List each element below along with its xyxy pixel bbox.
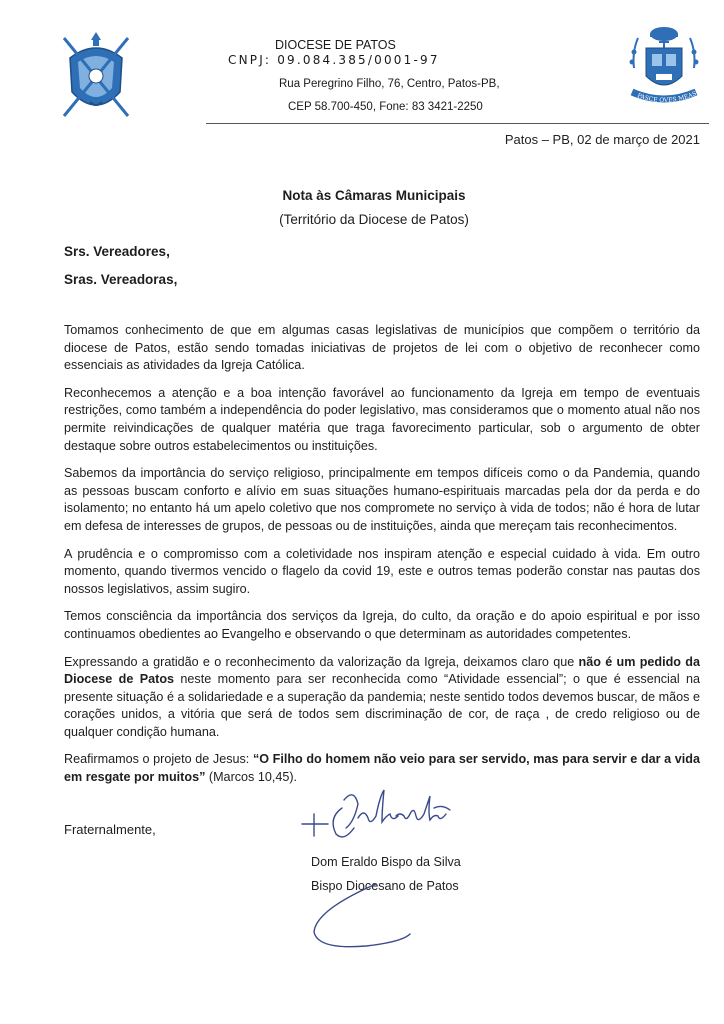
cep-phone-line: CEP 58.700-450, Fone: 83 3421-2250: [288, 101, 483, 113]
letter-date: Patos – PB, 02 de março de 2021: [504, 132, 700, 147]
diocese-crest-logo: [60, 28, 132, 120]
paragraph-2: Reconhecemos a atenção e a boa intenção favorável ao funcionamento da Igreja em tempo de eventuais restrições, como também a independência do poder legislativo, mas consideramos que o momento atual não nos permite reivindicações de qualquer matéria que traga favorecimento particular, sob o argumento de obter destaque sobre outros estabelecimentos ou instituições.: [64, 385, 700, 453]
paragraph-5: Temos consciência da importância dos serviços da Igreja, do culto, da oração e do apoio espiritual e por isso continuamos obedientes ao Evangelho e observando o que determinam as autoridades competentes.: [64, 609, 700, 641]
paragraph-6-text-a: Expressando a gratidão e o reconhecimento da valorização da Igreja, deixamos claro que: [64, 654, 579, 669]
letter-subtitle: (Território da Diocese de Patos): [279, 212, 469, 227]
address-line: Rua Peregrino Filho, 76, Centro, Patos-PB,: [279, 78, 500, 90]
signature-flourish: [306, 880, 416, 952]
paragraph-6-emphasis: não é um pedido da Diocese de Patos: [64, 654, 700, 687]
letter-title: Nota às Câmaras Municipais: [282, 188, 466, 203]
paragraph-6-text-b: neste momento para ser reconhecida como “Atividade essencial”; o que é essencial na presente situação é a solidariedade e a superação da pandemia; neste sentido todos devemos buscar, de mãos e corações unidos, a vitória que será de todos sem discriminação de cor, de raça , de credo religioso ou de qualquer condição humana.: [64, 672, 700, 739]
salutation-vereadores: Srs. Vereadores,: [64, 244, 170, 259]
closing-salutation: Fraternalmente,: [64, 822, 156, 837]
header-divider: [206, 123, 709, 124]
signer-name: Dom Eraldo Bispo da Silva: [311, 855, 461, 869]
paragraph-1: Tomamos conhecimento de que em algumas casas legislativas de municípios que compõem o território da diocese de Patos, estão sendo tomadas iniciativas de projetos de lei com o objetivo de reconhecer como essenciais as atividades da Igreja Católica.: [64, 323, 700, 373]
paragraph-6: [64, 654, 700, 742]
scripture-reference: (Marcos 10,45).: [205, 770, 298, 785]
salutation-vereadoras: Sras. Vereadoras,: [64, 272, 178, 287]
handwritten-signature: [284, 778, 484, 858]
signer-title: Bispo Diocesano de Patos: [311, 879, 459, 893]
letter-body: [64, 322, 700, 797]
cnpj-number: CNPJ: 09.084.385/0001-97: [228, 53, 440, 67]
crest-motto: PASCE OVES MEAS: [636, 90, 698, 105]
paragraph-4: A prudência e o compromisso com a coletividade nos inspiram atenção e especial cuidado à vida. Em outro momento, quando tivermos vencido o flagelo da covid 19, este e outros temas poderão constar nas pautas dos nossos legislativos, assim sugiro.: [64, 546, 700, 596]
scripture-quote: “O Filho do homem não veio para ser servido, mas para servir e dar a vida em resgate por muitos”: [64, 752, 700, 785]
paragraph-7-text-a: Reafirmamos o projeto de Jesus:: [64, 752, 253, 767]
bishop-coat-of-arms-logo: [624, 22, 704, 114]
paragraph-3: Sabemos da importância do serviço religioso, principalmente em tempos difíceis como o da Pandemia, quando as pessoas buscam conforto e alívio em suas situações humano-espirituais marcadas pela dor da perda e do isolamento; no entanto há um apelo coletivo que nos compromete no serviço à vida de todos; não é hora de lutar em defesa de interesses de grupos, de pessoas ou de instituições, ainda que mereçam tais reconhecimentos.: [64, 466, 700, 533]
diocese-name: DIOCESE DE PATOS: [275, 38, 396, 52]
